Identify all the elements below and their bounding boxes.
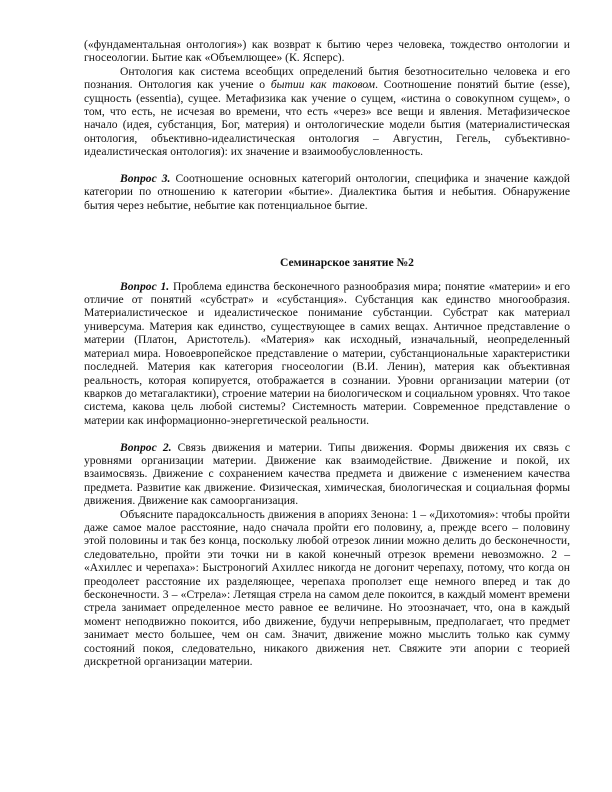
question-1-text: Проблема единства бесконечного разнообразия мира; понятие «материи» и его отличие от понятий «субстрат» и «субстанция». Субстанция как единство многообразия. Материалистическое и идеалистическое понимание субстанции. Субстрат как материал универсума. Материя как единство, существующее в самих вещах. Античное представление о материи (Платон, Аристотель). «Материя» как исходный, изначальный, неопределенный материал мира. Новоевропейское представление о материи, субстанциональные характеристики последней. Материя как категория гносеологии (В.И. Ленин), материя как объективная реальность, которая копируется, отображается в сознании. Уровни организации материи (от кварков до метагалактики), строение материи на биологическом и социальном уровнях. Что такое система, какова цель любой системы? Системность материи. Современное представление о материи как информационно-энергетической реальности.: [84, 279, 570, 427]
question-2-label: Вопрос 2.: [120, 440, 172, 454]
paragraph-heidegger-continuation: [84, 38, 570, 65]
paragraph-text-end: . Соотношение понятий бытие (esse), сущность (essentia), сущее. Метафизика как учение о сущем, «истина о совокупном сущем», о том, что есть, не исчезая во времени, что есть «через» все вещи и явления. Метафизическое начало (идея, субстанция, Бог, материя) и онтологические модели бытия (материалистическая онтология, объективно-идеалистическая онтология – Августин, Гегель, субъективно-идеалистическая онтология): их значение и взаимообусловленность.: [84, 78, 571, 159]
question-1-label: Вопрос 1.: [120, 279, 170, 293]
seminar-2-question-2-paragraph: [84, 441, 570, 508]
question-2-text: Связь движения и материи. Типы движения. Формы движения их связь с уровнями организации материи. Движение как взаимодействие. Движение и покой, их взаимосвязь. Движение с сохранением качества предмета и движение с изменением качества предмета. Развитие как движение. Физическая, химическая, биологическая и социальная формы движения. Движение как самоорганизация.: [84, 440, 571, 508]
seminar-2-heading: Семинарское занятие №2: [280, 256, 414, 270]
paragraph-ontology-definition: [84, 65, 570, 159]
question-3-label: Вопрос 3.: [120, 172, 171, 186]
seminar-2-question-1-paragraph: [84, 280, 570, 427]
zeno-aporias-text: Объясните парадоксальность движения в апориях Зенона: 1 – «Дихотомия»: чтобы пройти даже самое малое расстояние, надо сначала пройти его половину, а, прежде всего – половину этой половины и так без конца, поскольку любой отрезок линии можно делить до бесконечности, следовательно, пройти эти точки ни в какой конечный отрезок времени невозможно. 2 – «Ахиллес и черепаха»: Быстроногий Ахиллес никогда не догонит черепаху, потому, что когда он преодолеет расстояние их разделяющее, черепаха проползет еще немного вперед и так до бесконечности. 3 – «Стрела»: Летящая стрела на самом деле покоится, в каждый момент времени стрела занимает определенное место равное ее величине. Но этоозначает, что, она в каждый момент неподвижно покоится, ибо движение, будучи непрерывным, предполагает, что предмет занимает место большее, чем он сам. Значит, движение можно мыслить только как сумму состояний покоя, следовательно, никакого движения нет. Свяжите эти апории с теорией дискретной организации материи.: [84, 507, 570, 669]
section-spacer: [84, 212, 570, 256]
zeno-aporias-paragraph: [84, 508, 570, 669]
question-3-paragraph: [84, 172, 570, 212]
emphasized-term: бытии как таковом: [270, 78, 376, 92]
document-page: [84, 38, 570, 668]
question-3-text: Соотношение основных категорий онтологии, специфика и значение каждой категории по отношению к категории «бытие». Диалектика бытия и небытия. Обнаружение бытия через небытие, небытие как потенциальное бытие.: [84, 172, 571, 212]
paragraph-text-start: Онтология как система всеобщих определений бытия безотносительно человека и его познания. Онтология как учение о: [84, 64, 570, 92]
paragraph-text: («фундаментальная онтология») как возврат к бытию через человека, тождество онтологии и гносеологии. Бытие как «Объемлющее» (К. Ясперс).: [84, 38, 570, 65]
